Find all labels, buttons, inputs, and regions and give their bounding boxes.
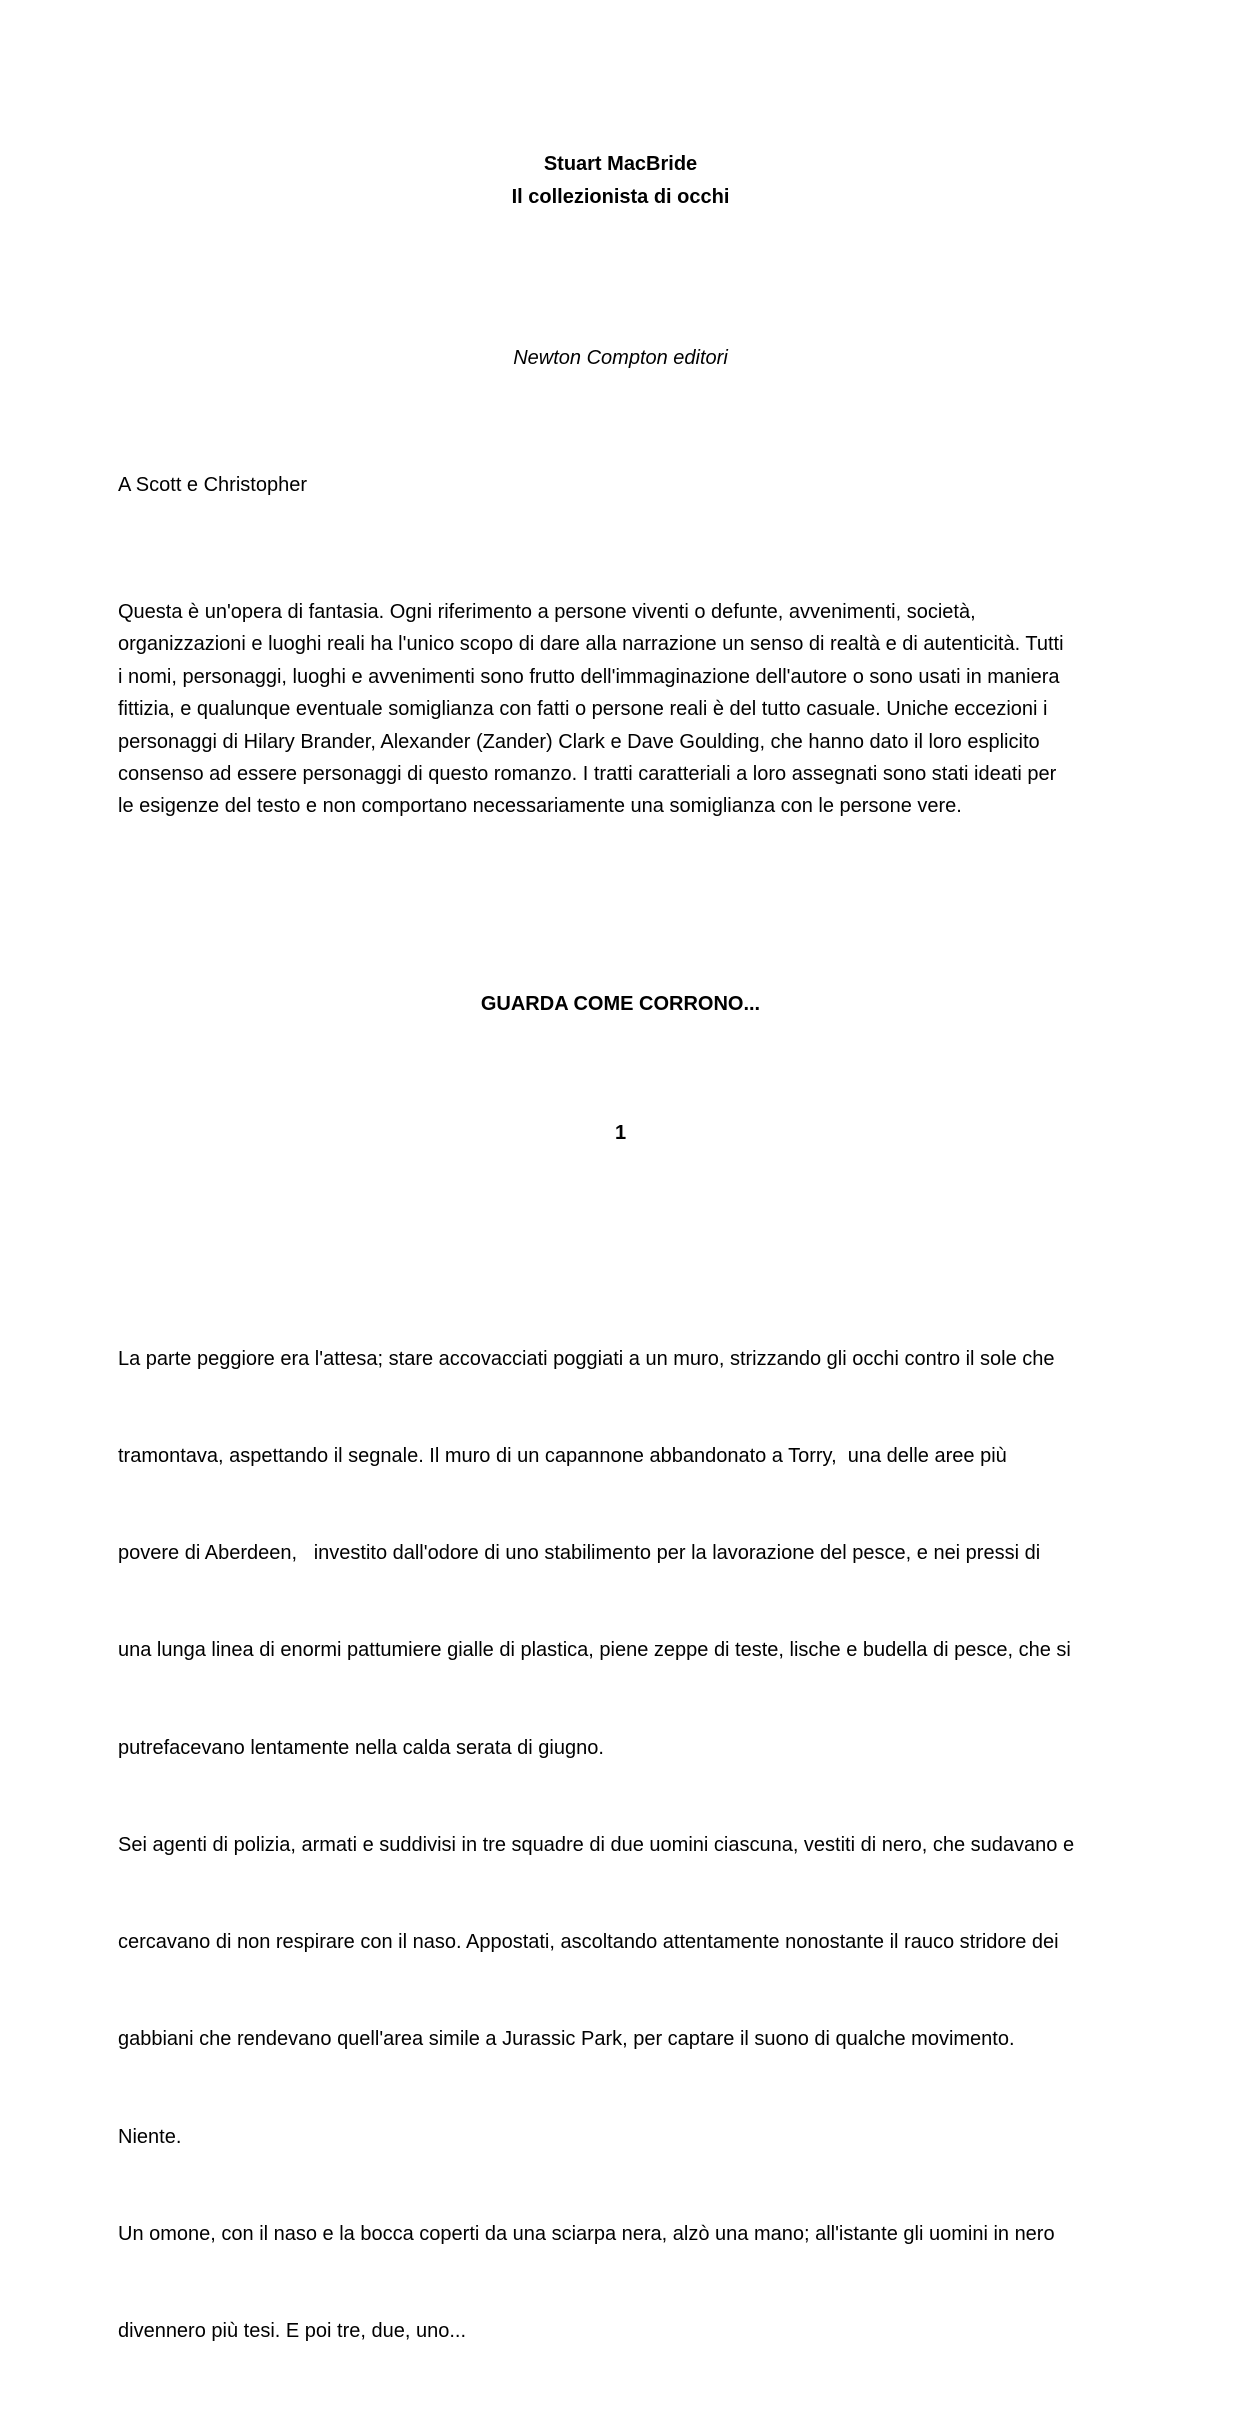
disclaimer-line: i nomi, personaggi, luoghi e avvenimenti sono frutto dell'immaginazione dell'autore o sono usati in maniera	[118, 665, 1060, 688]
narrative-line: Un omone, con il naso e la bocca coperti da una sciarpa nera, alzò una mano; all'istante gli uomini in nero	[118, 2222, 1055, 2245]
narrative-line: una lunga linea di enormi pattumiere gialle di plastica, piene zeppe di teste, lische e budella di pesce, che si	[118, 1639, 1071, 1662]
disclaimer-line: consenso ad essere personaggi di questo romanzo. I tratti caratteriali a loro assegnati sono stati ideati per	[118, 763, 1057, 786]
narrative-line: gabbiani che rendevano quell'area simile a Jurassic Park, per captare il suono di qualche movimento.	[118, 2028, 1015, 2051]
publisher-name: Newton Compton editori	[513, 347, 728, 369]
disclaimer-line: organizzazioni e luoghi reali ha l'unico scopo di dare alla narrazione un senso di realtà e di autenticità. Tutti	[118, 633, 1064, 656]
disclaimer-paragraph	[118, 596, 1128, 823]
narrative-line: Sei agenti di polizia, armati e suddivisi in tre squadre di due uomini ciascuna, vestiti di nero, che sudavano e	[118, 1833, 1075, 1856]
chapter-number: 1	[614, 1122, 627, 1144]
part-title: GUARDA COME CORRONO...	[480, 993, 761, 1015]
title-block	[0, 148, 1241, 214]
narrative-line: La parte peggiore era l'attesa; stare accovacciati poggiati a un muro, strizzando gli occhi contro il sole che	[118, 1347, 1055, 1370]
narrative-line: tramontava, aspettando il segnale. Il muro di un capannone abbandonato a Torry, una delle aree più	[118, 1445, 1007, 1468]
disclaimer-line: Questa è un'opera di fantasia. Ogni riferimento a persone viventi o defunte, avvenimenti, società,	[118, 601, 976, 623]
disclaimer-line: personaggi di Hilary Brander, Alexander (Zander) Clark e Dave Goulding, che hanno dato il loro esplicito	[118, 730, 1040, 753]
disclaimer-line: fittizia, e qualunque eventuale somiglianza con fatti o persone reali è del tutto casuale. Uniche eccezioni i	[118, 698, 1048, 721]
narrative-line: Niente.	[118, 2125, 182, 2148]
narrative-line: cercavano di non respirare con il naso. Appostati, ascoltando attentamente nonostante il rauco stridore dei	[118, 1931, 1059, 1954]
book-title: Il collezionista di occhi	[511, 186, 730, 208]
disclaimer-line: le esigenze del testo e non comportano necessariamente una somiglianza con le persone vere.	[118, 795, 962, 818]
narrative-line: divennero più tesi. E poi tre, due, uno...	[118, 2320, 466, 2342]
author-name: Stuart MacBride	[543, 153, 698, 175]
narrative-text	[118, 1278, 1128, 2412]
dedication: A Scott e Christopher	[118, 474, 307, 496]
narrative-line: putrefacevano lentamente nella calda serata di giugno.	[118, 1736, 604, 1759]
narrative-line: povere di Aberdeen, investito dall'odore di uno stabilimento per la lavorazione del pesce, e nei pressi di	[118, 1542, 1041, 1565]
